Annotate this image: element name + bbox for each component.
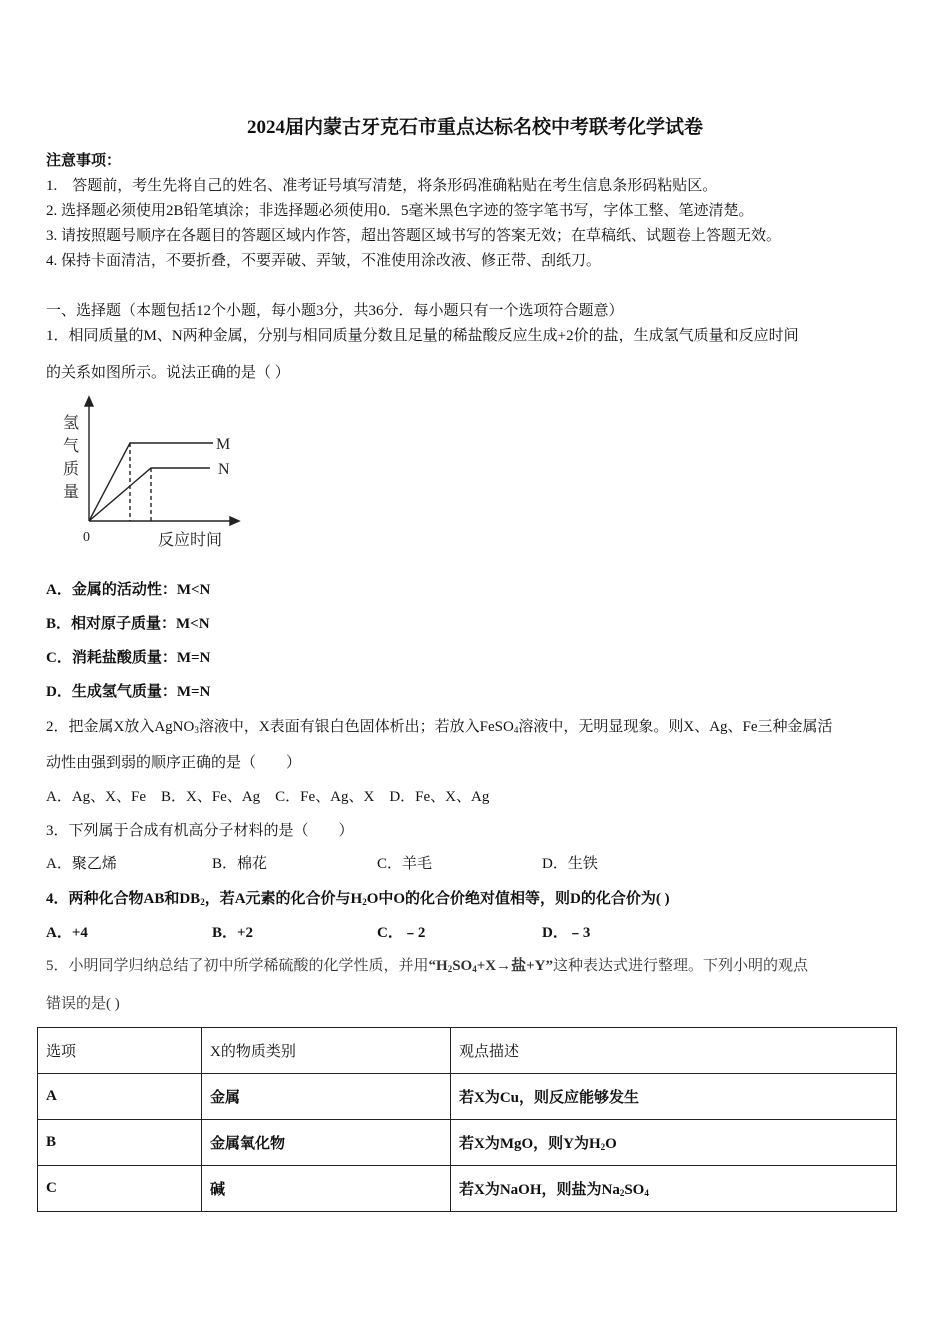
notice-heading: 注意事项：: [46, 153, 122, 169]
q3-option-b: B．棉花: [212, 856, 268, 872]
table-cell: 若X为NaOH，则盐为$Na_2SO_4$: [451, 1166, 897, 1212]
notice-item: 4. 保持卡面清洁，不要折叠，不要弄破、弄皱，不准使用涂改液、修正带、刮纸刀。: [46, 253, 602, 269]
q5-text: 5．小明同学归纳总结了初中所学稀硫酸的化学性质，并用“$H_2SO_4+X\to$盐+Y”这种表达式进行整理。下列小明的观点: [46, 958, 808, 974]
header-cell: X的物质类别: [202, 1028, 451, 1074]
q1-option-c: C．消耗盐酸质量：M=N: [46, 650, 211, 666]
q4-text: 4．两种化合物AB和$DB_2$，若A元素的化合价与$H_2O$中O的化合价绝对值相等，则D的化合价为( ): [46, 891, 670, 907]
q4-option-a: A．+4: [46, 925, 88, 941]
q3-option-a: A．聚乙烯: [46, 856, 117, 872]
q2-text: 2．把金属X放入AgNO$_3$溶液中，X表面有银白色固体析出；若放入FeSO$_4$溶液中，无明显现象。则X、Ag、Fe三种金属活: [46, 719, 833, 735]
y-label-char: 量: [63, 484, 80, 501]
y-label-char: 氢: [63, 415, 80, 432]
exam-title: 2024届内蒙古牙克石市重点达标名校中考联考化学试卷: [246, 117, 703, 138]
q3-option-c: C．羊毛: [377, 856, 433, 872]
header-cell: 选项: [38, 1028, 202, 1074]
q1-chart: [0, 0, 260, 560]
q5-text-2: 错误的是( ): [46, 996, 120, 1012]
q3-option-d: D．生铁: [542, 856, 598, 872]
table-cell: 金属: [202, 1074, 451, 1120]
y-axis-arrow: [85, 397, 93, 406]
table-cell: B: [38, 1120, 202, 1166]
y-label-char: 质: [63, 461, 80, 478]
q3-text: 3．下列属于合成有机高分子材料的是（ ）: [46, 823, 354, 839]
table-row: [38, 1166, 897, 1212]
notice-item: 2. 选择题必须使用2B铅笔填涂；非选择题必须使用0．5毫米黑色字迹的签字笔书写，字体工整、笔迹清楚。: [46, 203, 754, 219]
table-header-row: [38, 1028, 897, 1074]
q1-option-a: A．金属的活动性：M<N: [46, 582, 211, 598]
table-cell: 金属氧化物: [202, 1120, 451, 1166]
q1-text: 1．相同质量的M、N两种金属，分别与相同质量分数且足量的稀盐酸反应生成+2价的盐，生成氢气质量和反应时间: [46, 328, 799, 344]
table-row: [38, 1074, 897, 1120]
q4-option-d: D．﹣3: [542, 925, 591, 941]
notice-item: 1. 答题前，考生先将自己的姓名、准考证号填写清楚，将条形码准确粘贴在考生信息条形码粘贴区。: [46, 178, 718, 194]
x-axis-label: 反应时间: [158, 532, 223, 549]
origin-label: 0: [83, 530, 90, 545]
q5-table: [37, 1027, 897, 1212]
table-cell: 碱: [202, 1166, 451, 1212]
q4-option-c: C．﹣2: [377, 925, 426, 941]
notice-item: 3. 请按照题号顺序在各题目的答题区域内作答，超出答题区域书写的答案无效；在草稿纸、试题卷上答题无效。: [46, 228, 782, 244]
q1-option-b: B．相对原子质量：M<N: [46, 616, 210, 632]
q4-option-b: B．+2: [212, 925, 254, 941]
table-cell: 若X为MgO，则Y为$H_2O$: [451, 1120, 897, 1166]
q1-option-d: D．生成氢气质量：M=N: [46, 684, 211, 700]
legend-m: M: [216, 436, 231, 453]
q1-text-2: 的关系如图所示。说法正确的是（ ）: [46, 365, 290, 381]
table-cell: C: [38, 1166, 202, 1212]
y-label-char: 气: [63, 438, 80, 455]
section-heading: 一、选择题（本题包括12个小题，每小题3分，共36分．每小题只有一个选项符合题意）: [46, 303, 624, 319]
table-cell: 若X为Cu，则反应能够发生: [451, 1074, 897, 1120]
q2-text-2: 动性由强到弱的顺序正确的是（ ）: [46, 755, 302, 771]
legend-n: N: [218, 461, 230, 478]
table-cell: A: [38, 1074, 202, 1120]
header-cell: 观点描述: [451, 1028, 897, 1074]
q2-options: A．Ag、X、Fe B．X、Fe、Ag C．Fe、Ag、X D．Fe、X、Ag: [46, 789, 490, 805]
x-axis-arrow: [230, 517, 239, 525]
series-line-n: [89, 468, 210, 521]
table-row: [38, 1120, 897, 1166]
